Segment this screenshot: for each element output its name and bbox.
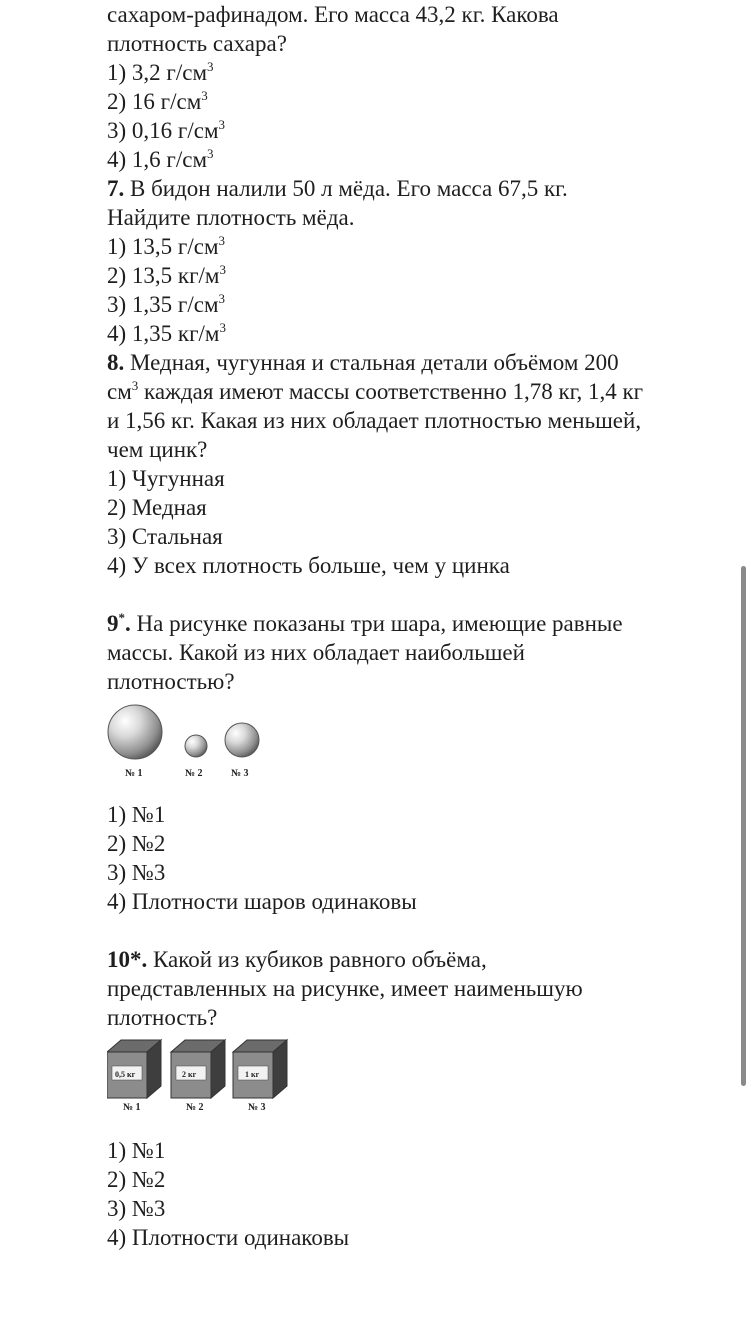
cube-3-mass-label: 1 кг — [245, 1070, 260, 1079]
question-6-text-line-1: сахаром-рафинадом. Его масса 43,2 кг. Какова — [107, 2, 559, 27]
question-9-answer-3: 3) №3 — [107, 860, 166, 885]
question-9-text-line-1: 9*. На рисунке показаны три шара, имеющие равные — [107, 610, 623, 636]
spacer — [107, 916, 727, 945]
question-6-answer-1: 1) 3,2 $г/см^3$ — [107, 59, 214, 85]
document-page — [107, 0, 727, 1252]
cube-3-icon — [233, 1040, 287, 1098]
question-10-answer-2: 2) №2 — [107, 1167, 166, 1192]
question-10-answer-1: 1) №1 — [107, 1138, 166, 1163]
question-8-number: 8. — [107, 350, 125, 375]
question-9 — [107, 609, 727, 916]
sphere-3-icon — [225, 723, 259, 757]
question-10-text-line-2: представленных на рисунке, имеет наименьшую — [107, 976, 583, 1001]
spheres-illustration — [107, 698, 287, 776]
question-10-text-line-1: 10*. Какой из кубиков равного объёма, — [107, 947, 487, 972]
question-8-answer-1: 1) Чугунная — [107, 466, 225, 491]
cube-2-label: № 2 — [186, 1102, 204, 1113]
question-9-answer-2: 2) №2 — [107, 831, 166, 856]
question-8-answer-3: 3) Стальная — [107, 524, 223, 549]
question-9-text-line-2: массы. Какой из них обладает наибольшей — [107, 640, 525, 665]
question-7-answer-2: 2) 13,5 $кг/м^3$ — [107, 262, 226, 288]
question-9-answer-1: 1) №1 — [107, 802, 166, 827]
cube-1-label: № 1 — [123, 1102, 141, 1113]
question-6-text-line-2: плотность сахара? — [107, 31, 287, 56]
sphere-2-icon — [185, 735, 207, 757]
question-7-answer-1: 1) 13,5 $г/см^3$ — [107, 233, 225, 259]
spacer — [107, 580, 727, 609]
question-8-text-line-2: $см^3$ каждая имеют массы соответственно 1,78 кг, 1,4 кг — [107, 378, 644, 404]
spheres-figure — [107, 696, 727, 800]
cube-3-label: № 3 — [248, 1102, 266, 1113]
sphere-3-label: № 3 — [231, 768, 249, 779]
question-10-number: 10*. — [107, 947, 148, 972]
cube-2-mass-label: 2 кг — [182, 1070, 197, 1079]
sphere-2-label: № 2 — [185, 768, 203, 779]
question-8-answer-2: 2) Медная — [107, 495, 207, 520]
question-10 — [107, 945, 727, 1252]
question-7-answer-3: 3) 1,35 $г/см^3$ — [107, 291, 225, 317]
question-9-text-line-3: плотностью? — [107, 669, 235, 694]
question-7-answer-4: 4) 1,35 $кг/м^3$ — [107, 320, 226, 346]
question-6-answer-2: 2) 16 $г/см^3$ — [107, 88, 208, 114]
cube-1-mass-label: 0,5 кг — [115, 1070, 136, 1079]
question-6 — [107, 0, 727, 174]
question-8-text-line-3: и 1,56 кг. Какая из них обладает плотностью меньшей, — [107, 408, 642, 433]
question-9-answer-4: 4) Плотности шаров одинаковы — [107, 889, 417, 914]
question-10-text-line-3: плотность? — [107, 1005, 218, 1030]
cube-2-icon — [171, 1040, 225, 1098]
sphere-1-icon — [108, 705, 162, 759]
sphere-1-label: № 1 — [125, 768, 143, 779]
question-10-answer-4: 4) Плотности одинаковы — [107, 1225, 350, 1250]
question-6-answer-3: 3) 0,16 $г/см^3$ — [107, 117, 225, 143]
question-10-answer-3: 3) №3 — [107, 1196, 166, 1221]
question-8-text-line-1: 8. Медная, чугунная и стальная детали объёмом 200 — [107, 350, 619, 375]
question-8-answer-4: 4) У всех плотность больше, чем у цинка — [107, 553, 510, 578]
question-7-text-line-2: Найдите плотность мёда. — [107, 205, 355, 230]
question-7-number: 7. — [107, 176, 125, 201]
question-7 — [107, 174, 727, 348]
cubes-figure — [107, 1032, 727, 1136]
question-9-number: 9*. — [107, 610, 131, 636]
question-8 — [107, 348, 727, 580]
question-7-text-line-1: 7. В бидон налили 50 л мёда. Его масса 67,5 кг. — [107, 176, 568, 201]
question-6-answer-4: 4) 1,6 $г/см^3$ — [107, 146, 214, 172]
scrollbar-thumb[interactable] — [741, 566, 746, 1086]
question-8-text-line-4: чем цинк? — [107, 437, 208, 462]
